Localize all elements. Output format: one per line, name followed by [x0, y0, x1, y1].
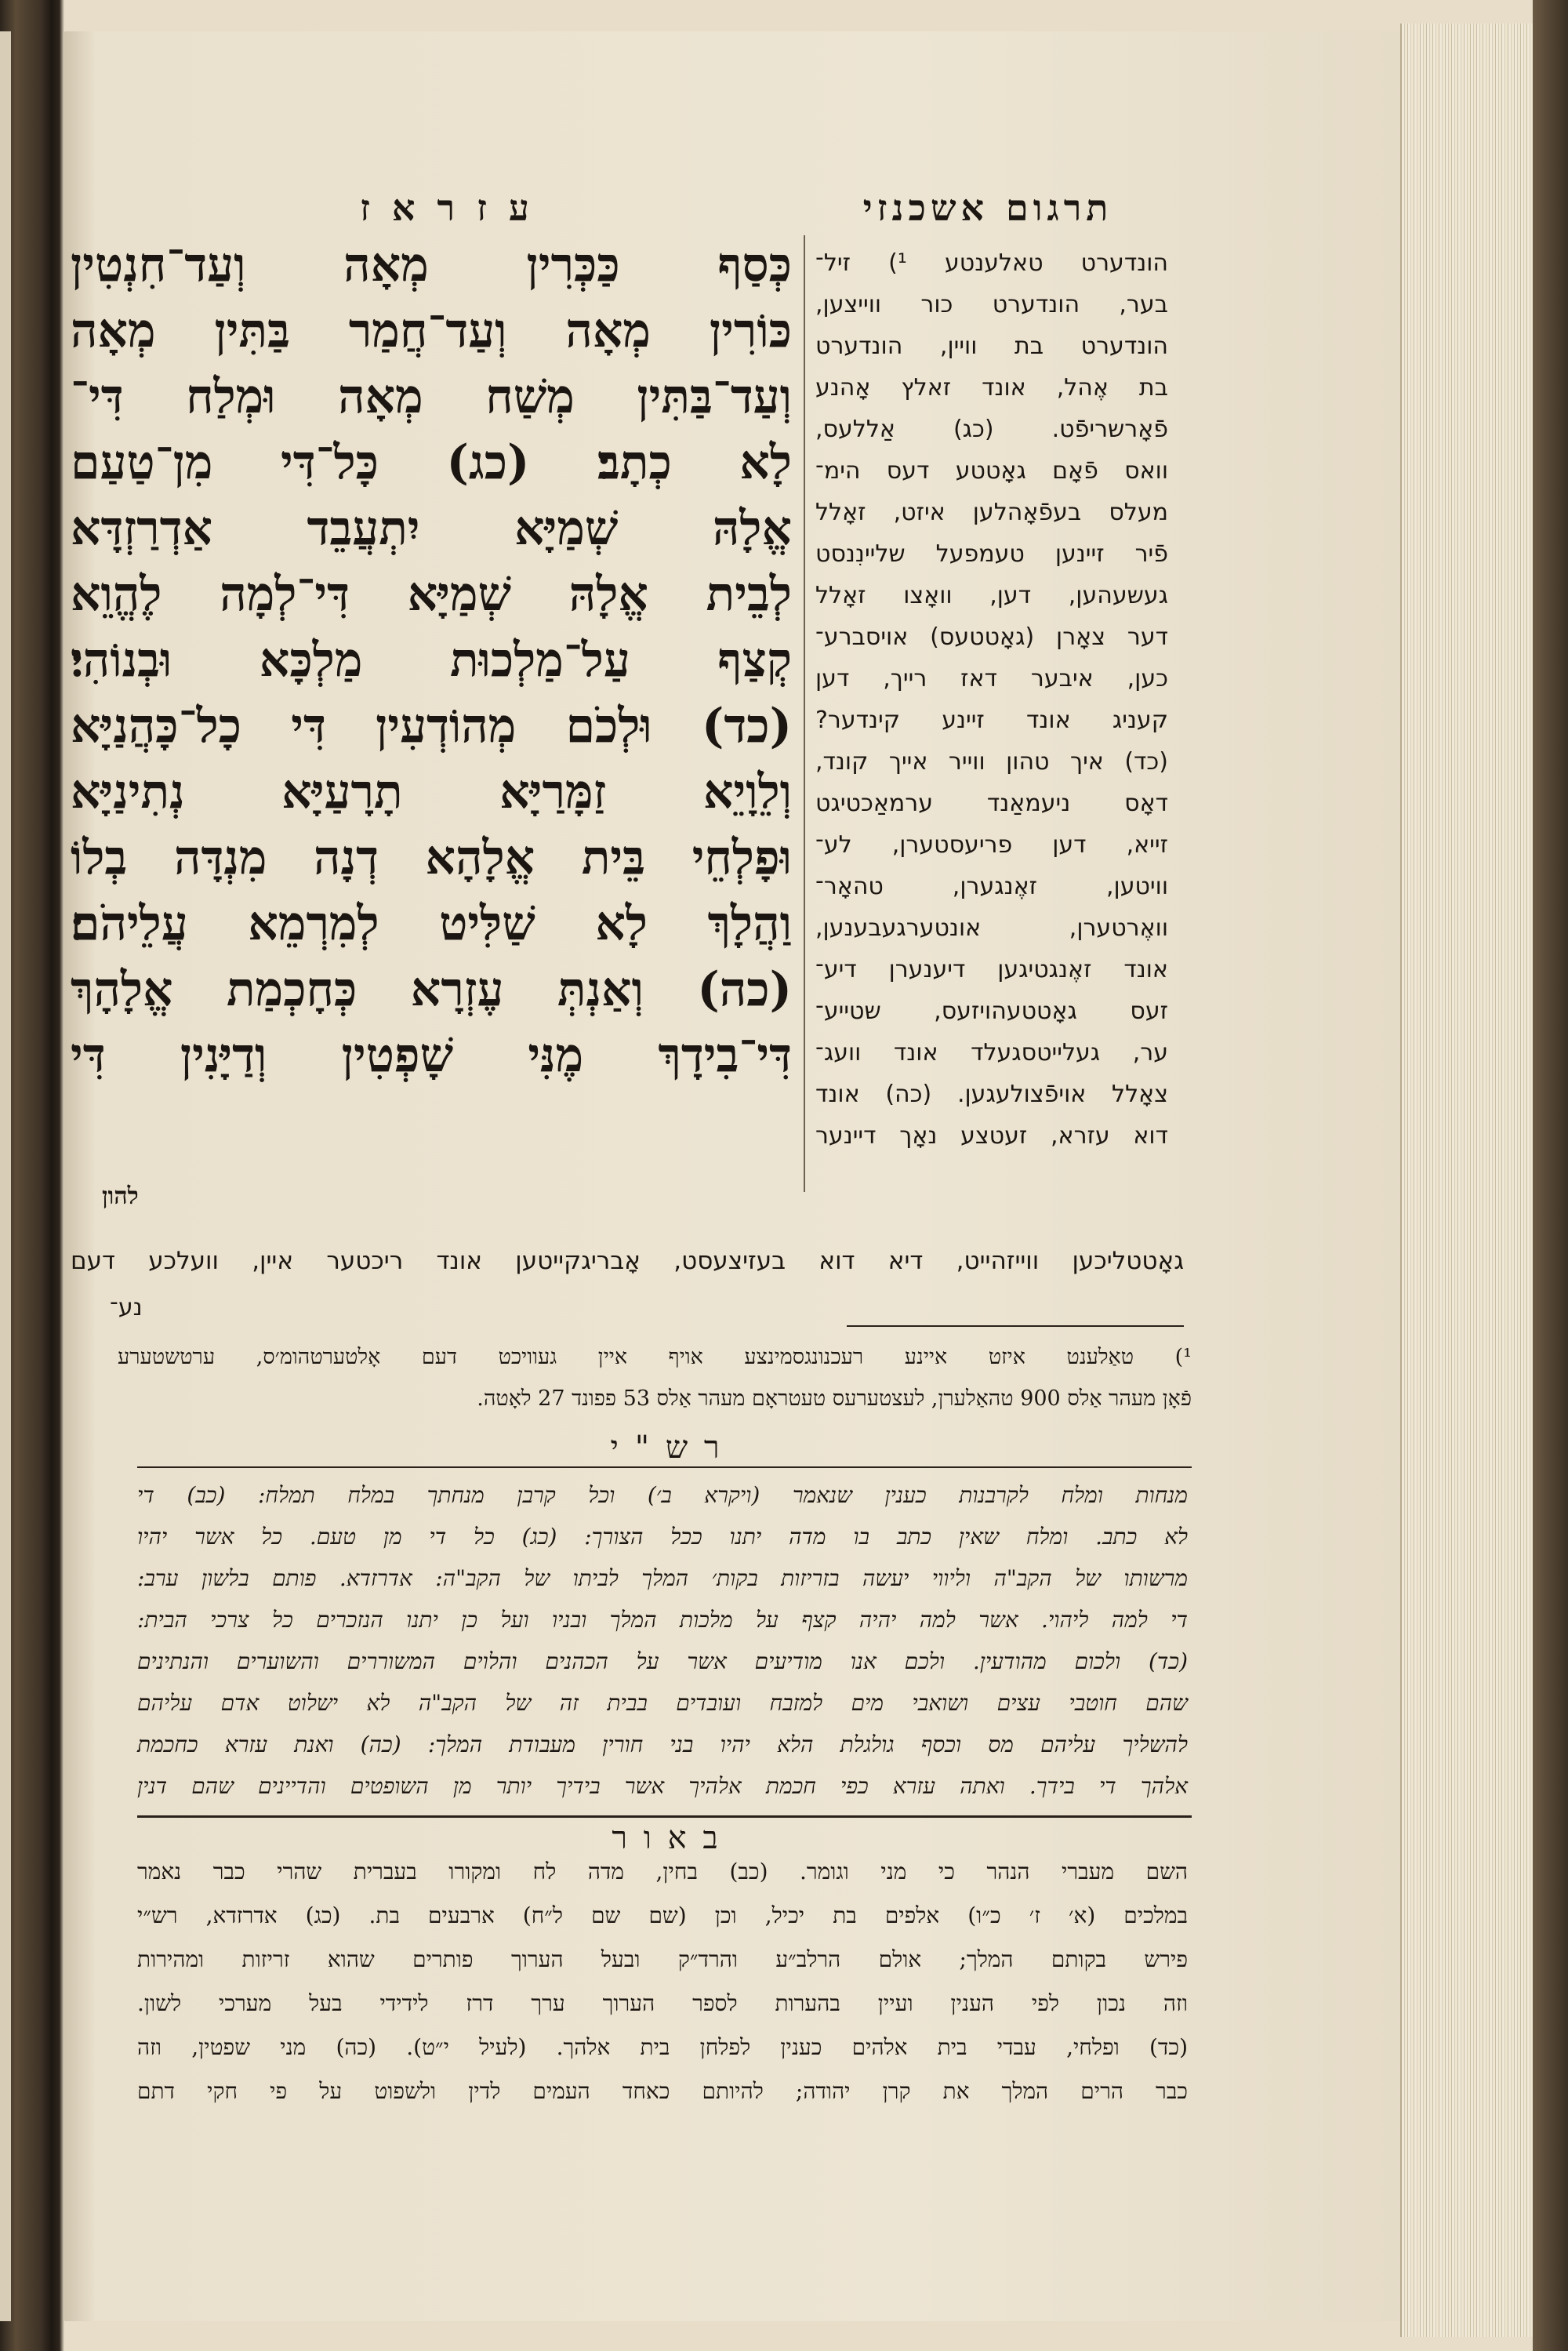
rashi-line-8: אלהך די בידך. ואתה עזרא כפי חכמת אלהיך אשר בידיך יותר מן השופטים והדיינים שהם דנין [137, 1773, 1188, 1799]
biur-line-3: פירש בקותם המלך; אולם הרלב״ע והרד״ק ובעל הערוך פותרים שהוא זריזות ומהירות [137, 1946, 1188, 1972]
footnote-line-1: ¹) טאַלענט איזט איינע רעכנונגסמינצע אויף איין געוויכט דעם אָלטערטהומ׳ס, ערטשטערע [118, 1345, 1192, 1369]
footnote-line-2: פֿאָן מעהר אַלס 900 טהאַלערן, לעצטערעס טעטראָם מעהר אַלס 53 פפונד 27 לאָטה. [477, 1386, 1192, 1411]
book-header: ע ז ר א ז [360, 187, 534, 229]
aramaic-line-11: וַהֲלָךְ לָא שַׁלִּיט לְמִרְמֵא עֲלֵיהֹם׃ [71, 896, 792, 951]
aramaic-line-8: (כד) וּלְכֹם מְהוֹדְעִין דִּי כָל־כָּהֲנַיָּא [71, 699, 792, 754]
yiddish-full-line-2: נע־ [110, 1294, 143, 1321]
column-divider [804, 235, 805, 1192]
yiddish-line-11: כען, איבער דאז רייך, דען [815, 665, 1168, 692]
biur-line-5: (כד) ופלחי, עבדי בית אלהים כענין לפלחן בית אלהך. (לעיל י״ט). (כה) מני שפטין, וזה [137, 2034, 1188, 2060]
yiddish-line-14: דאָס ניעמאַנד ערמאַכטיגט [815, 790, 1168, 817]
yiddish-line-5: פֿאָרשריפֿט. (כג) אַללעס, [815, 416, 1168, 443]
yiddish-line-13: (כד) איך טהון ווייר אייך קונד, [815, 748, 1168, 776]
yiddish-line-10: דער צאָרן (גאָטטעס) אויסברע־ [815, 623, 1168, 651]
yiddish-line-20: ער, געלייטסגעלד אונד וועג־ [815, 1039, 1168, 1066]
yiddish-line-22: דוא עזרא, זעטצע נאָך דיינער [815, 1122, 1168, 1150]
book-cover-edge [1533, 0, 1568, 2351]
aramaic-line-12: (כה) וְאַנְתְּ עֶזְרָא כְּחָכְמַת אֱלָהָךְ [71, 962, 792, 1017]
yiddish-line-12: קעניג אונד זיינע קינדער? [815, 707, 1168, 734]
page-edges [1400, 24, 1551, 2337]
rashi-line-5: (כד) ולכום מהודעין. ולכם אנו מודיעים אשר על הכהנים והלוים המשוררים והשוערים והנתינים [137, 1648, 1188, 1674]
yiddish-line-9: געשעהען, דען, וואָצו זאָלל [815, 582, 1168, 609]
aramaic-line-6: לְבֵית אֱלָהּ שְׁמַיָּא דִּי־לְמָה לֶהֱוֵא [71, 567, 792, 622]
yiddish-line-2: בער, הונדערט כור ווייצען, [815, 291, 1168, 318]
rashi-line-1: מנחות ומלח לקרבנות כענין שנאמר (ויקרא ב׳) וכל קרבן מנחתך במלח תמלח: (כב) די [137, 1482, 1188, 1508]
biur-line-2: במלכים (א׳ ז׳ כ״ו) אלפים בת יכיל, וכן (שם שם ל״ח) ארבעים בת. (כג) אדרזדא, רש״י [137, 1902, 1188, 1928]
rashi-title: ר ש " י [610, 1430, 723, 1466]
footnote-rule [847, 1325, 1184, 1327]
aramaic-line-1: כְּסַף כַּכְּרִין מְאָה וְעַד־חִנְטִין [71, 238, 792, 293]
aramaic-line-9: וְלֵוָיֵא זַמָּרַיָּא תָרָעַיָּא נְתִינַיָּא [71, 765, 792, 819]
biur-rule [137, 1815, 1192, 1818]
aramaic-line-5: אֱלָהּ שְׁמַיָּא יִתְעֲבֵד אַדְרַזְדָּא [71, 501, 792, 556]
rashi-line-6: שהם חוטבי עצים ושואבי מים למזבח ועובדים בבית זה של הקב"ה לא ישלוט אדם עליהם [137, 1690, 1188, 1716]
rashi-line-3: מרשותו של הקב"ה וליווי יעשה בזריזות בקות׳ המלך לביתו של הקב"ה: אדרזדא. פותם בלשון ערב: [137, 1565, 1188, 1591]
yiddish-line-15: זייא, דען פריעסטערן, לע־ [815, 831, 1168, 859]
aramaic-line-13: דִּי־בִידָךְ מֶנִּי שָׁפְטִין וְדַיָּנִין דִּי [71, 1028, 792, 1083]
rashi-line-7: להשליך עליהם מס וכסף גולגלת הלא יהיו בני חורין מעבודת המלך: (כה) ואנת עזרא כחכמת [137, 1731, 1188, 1757]
aramaic-catchword: להון [102, 1183, 139, 1210]
yiddish-line-17: וואֶרטערן, אונטערגעבענען, [815, 914, 1168, 942]
biur-line-6: כבר הרים המלך את קרן יהודה; להיותם כאחד העמים לדין ולשפוט על פי חקי דתם [137, 2078, 1188, 2104]
rashi-rule [137, 1466, 1192, 1468]
aramaic-line-2: כּוֹרִין מְאָה וְעַד־חֲמַר בַּתִּין מְאָה [71, 303, 792, 358]
aramaic-line-4: לָא כְתָב׃ (כג) כָּל־דִּי מִן־טַעַם [71, 435, 792, 490]
aramaic-line-3: וְעַד־בַּתִּין מְשַׁח מְאָה וּמְלַח דִּי־ [71, 369, 792, 424]
rashi-line-4: די למה ליהוי. אשר למה יהיה קצף על מלכות המלך ובניו ועל כן יתנו הנזכרים כל צרכי הבית: [137, 1607, 1188, 1633]
yiddish-line-1: הונדערט טאלענטע ¹) זיל־ [815, 249, 1169, 277]
yiddish-line-7: מעלס בעפֿאָהלען איזט, זאָלל [815, 499, 1168, 526]
yiddish-line-21: צאָלל אויפֿצולעגען. (כה) אונד [815, 1081, 1168, 1108]
aramaic-line-10: וּפָלְחֵי בֵּית אֱלָהָא דְנָה מִנְדָּה בְלוֹ [71, 830, 792, 885]
yiddish-line-16: וויטען, זאֶנגערן, טהאָר־ [815, 873, 1168, 900]
rashi-line-2: לא כתב. ומלח שאין כתב בו מדה יתנו ככל הצורך: (כג) כל די מן טעם. כל אשר יהיו [137, 1524, 1188, 1550]
biur-line-1: השם מעברי הנהר כי מני וגומר. (כב) בחין, מדה לח ומקורו בעברית שהרי כבר נאמר [137, 1859, 1188, 1884]
yiddish-line-6: וואס פֿאָם גאָטטע דעס הימ־ [815, 457, 1168, 485]
yiddish-full-line-1: גאָטטליכען ווייזהייט, דיא דוא בעזיצעסט, אָבריגקייטען אונד ריכטער איין, וועלכע דעם [71, 1247, 1184, 1275]
biur-title: ב א ו ר [612, 1820, 721, 1856]
yiddish-line-4: בת אֶהל, אונד זאלץ אָהנע [815, 374, 1168, 402]
yiddish-line-8: פֿיר זיינען טעמפעל שליינִנסט [815, 540, 1168, 568]
left-page-edge [0, 31, 11, 2321]
yiddish-line-18: אונד זאֶנגטיגען דיענערן דיע־ [815, 956, 1168, 983]
yiddish-line-3: הונדערט בת וויין, הונדערט [815, 332, 1168, 360]
yiddish-line-19: זעס גאָטטעהויזעס, שטייע־ [815, 997, 1168, 1025]
aramaic-line-7: קְצַף עַל־מַלְכוּת מַלְכָּא וּבְנוֹהִי׃ [71, 633, 792, 688]
translation-header: תרגום אשכנזי [862, 187, 1113, 229]
biur-line-4: וזה נכון לפי הענין ועיין בהערות לספר הערוך ערך דרז לידידי בעל מערכי לשון. [137, 1990, 1188, 2016]
